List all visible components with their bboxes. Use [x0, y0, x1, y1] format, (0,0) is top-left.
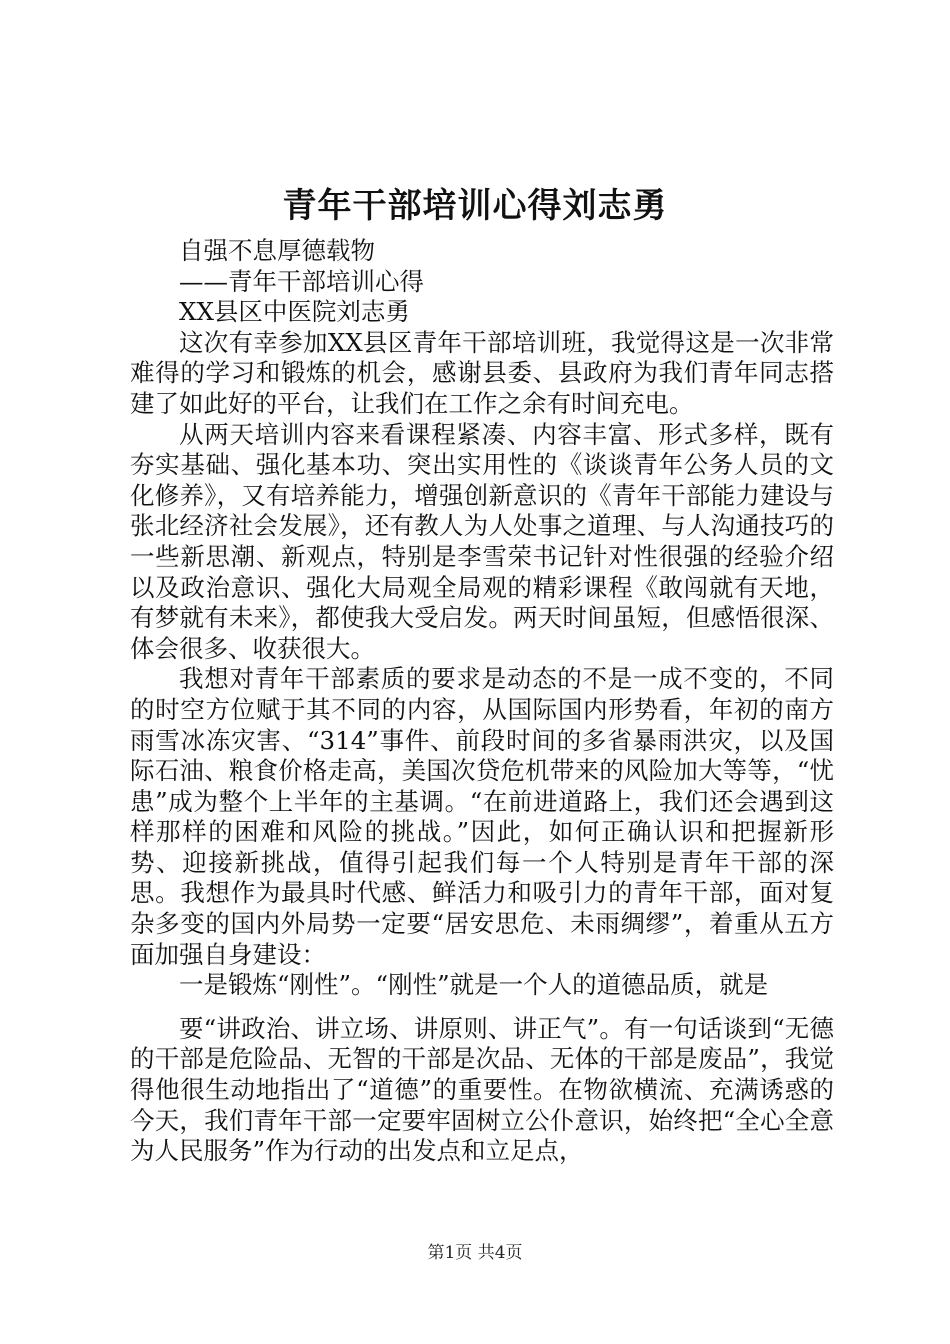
document-body [130, 236, 834, 1167]
paragraph: 我想对青年干部素质的要求是动态的不是一成不变的，不同的时空方位赋于其不同的内容，从国际国内形势看，年初的南方雨雪冰冻灾害、“314”事件、前段时间的多省暴雨洪灾，以及国际石油、粮食价格走高，美国次贷危机带来的风险加大等等，“忧患”成为整个上半年的主基调。“在前进道路上，我们还会遇到这样那样的困难和风险的挑战。”因此，如何正确认识和把握新形势、迎接新挑战，值得引起我们每一个人特别是青年干部的深思。我想作为最具时代感、鲜活力和吸引力的青年干部，面对复杂多变的国内外局势一定要“居安思危、未雨绸缪”，着重从五方面加强自身建设： [130, 664, 834, 969]
paragraph-gap [130, 1001, 834, 1014]
paragraph: 这次有幸参加XX县区青年干部培训班，我觉得这是一次非常难得的学习和锻炼的机会，感谢县委、县政府为我们青年同志搭建了如此好的平台，让我们在工作之余有时间充电。 [130, 327, 834, 418]
subtitle-line: 自强不息厚德载物 [179, 236, 375, 265]
paragraph: 一是锻炼“刚性”。“刚性”就是一个人的道德品质，就是 [179, 970, 769, 1000]
paragraph: 从两天培训内容来看课程紧凑、内容丰富、形式多样，既有夯实基础、强化基本功、突出实用性的《谈谈青年公务人员的文化修养》，又有培养能力，增强创新意识的《青年干部能力建设与张北经济社会发展》，还有教人为人处事之道理、与人沟通技巧的一些新思潮、新观点，特别是李雪荣书记针对性很强的经验介绍以及政治意识、强化大局观全局观的精彩课程《敢闯就有天地，有梦就有未来》，都使我大受启发。两天时间虽短，但感悟很深、体会很多、收获很大。 [130, 419, 834, 663]
subtitle-line: ——青年干部培训心得 [179, 266, 424, 296]
page-footer: 第1页 共4页 [427, 1243, 523, 1263]
document-title: 青年干部培训心得刘志勇 [282, 186, 668, 226]
paragraph: 要“讲政治、讲立场、讲原则、讲正气”。有一句话谈到“无德的干部是危险品、无智的干部是次品、无体的干部是废品”，我觉得他很生动地指出了“道德”的重要性。在物欲横流、充满诱惑的今天，我们青年干部一定要牢固树立公仆意识，始终把“全心全意为人民服务”作为行动的出发点和立足点， [130, 1013, 834, 1166]
author-line: XX县区中医院刘志勇 [179, 297, 410, 327]
